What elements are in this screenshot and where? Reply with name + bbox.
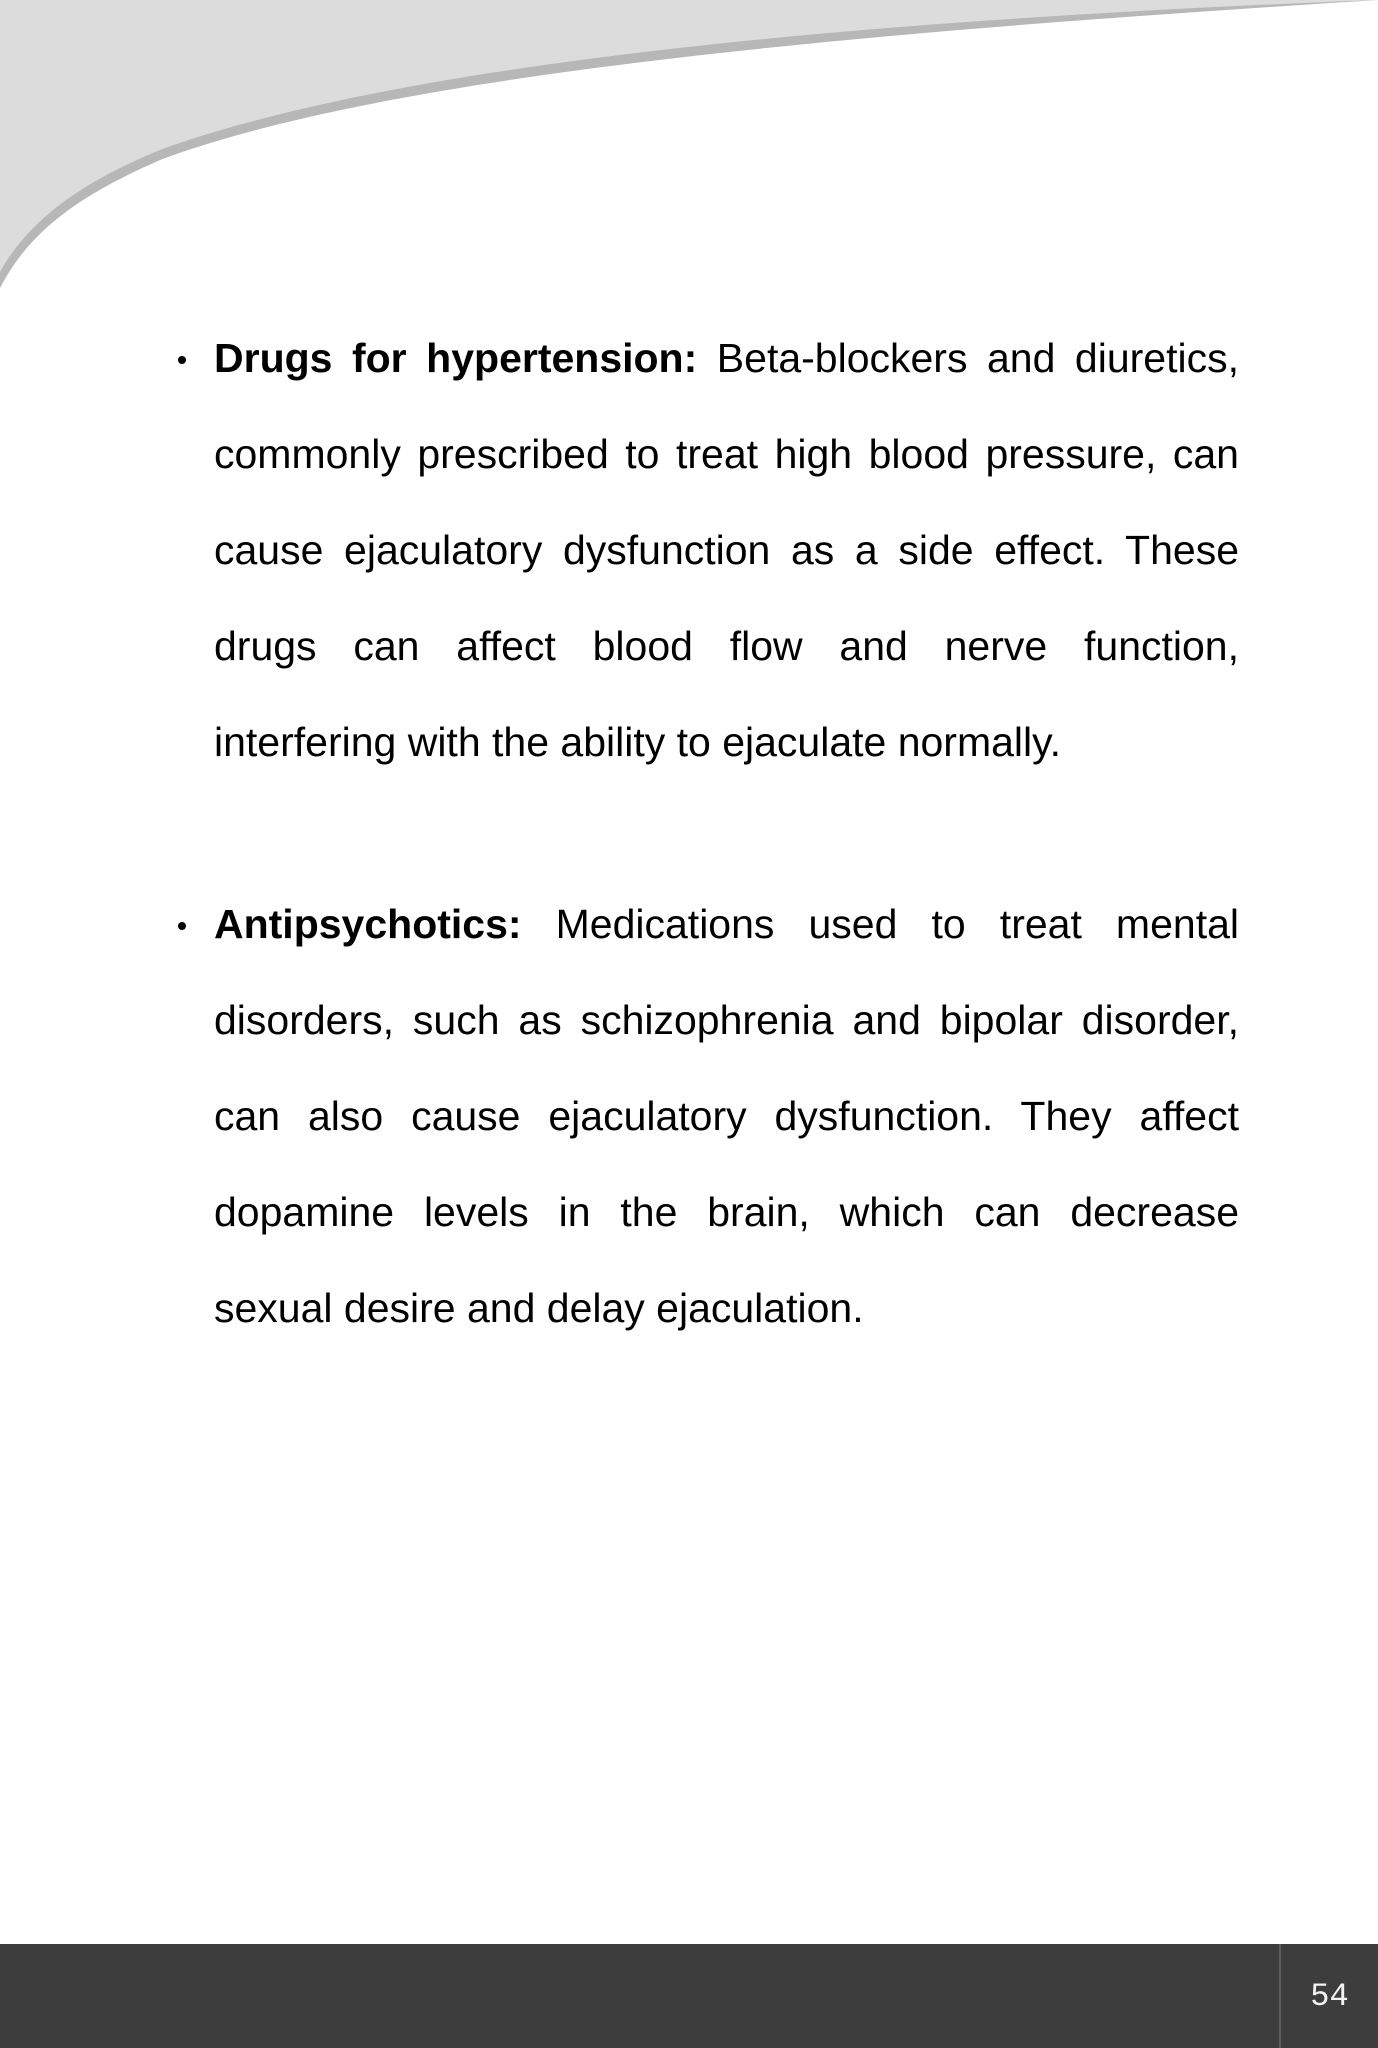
bullet-term: Antipsychotics: [214,901,522,947]
header-swoosh-decoration [0,0,1378,300]
bullet-list [176,310,1239,1356]
bullet-item-hypertension [176,310,1239,790]
bullet-term: Drugs for hypertension: [214,335,698,381]
page-number: 54 [1310,1977,1349,2015]
bullet-text: Medications used to treat mental disorders, such as schizophrenia and bipolar disorder, can also cause ejaculatory dysfunction. They affect dopamine levels in the brain, which can decrease sexual desire and delay ejaculation. [214,901,1239,1331]
page-footer [0,1944,1378,2048]
page-number-box [1279,1944,1378,2048]
bullet-dot [178,922,186,930]
bullet-item-antipsychotics [176,876,1239,1356]
page-content [176,310,1239,1356]
bullet-dot [178,356,186,364]
bullet-text: Beta-blockers and diuretics, commonly prescribed to treat high blood pressure, can cause ejaculatory dysfunction as a side effect. These drugs can affect blood flow and nerve function, interfering with the ability to ejaculate normally. [214,335,1239,765]
